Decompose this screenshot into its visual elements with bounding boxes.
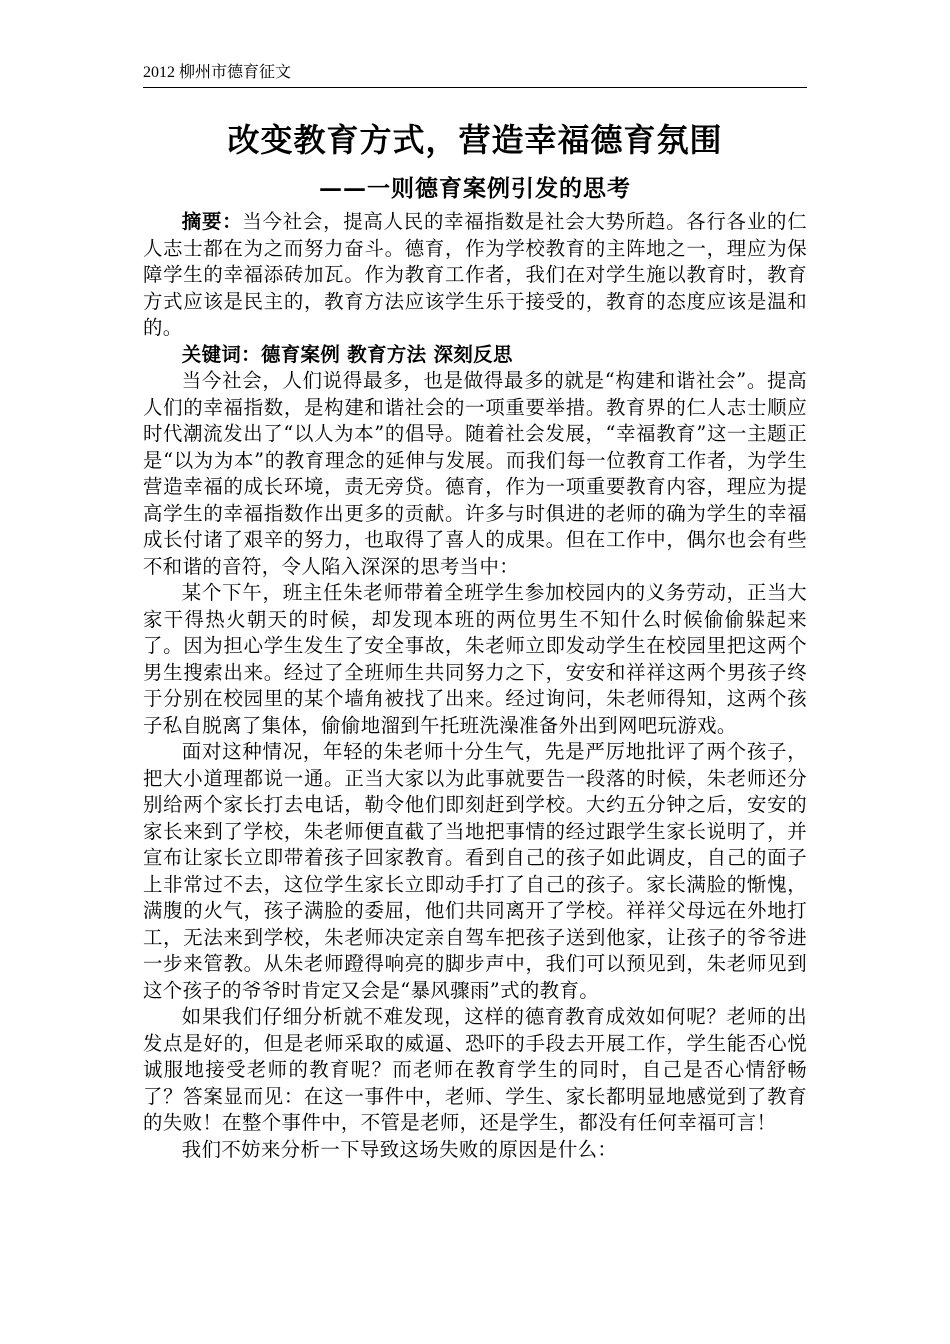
article-title: 改变教育方式，营造幸福德育氛围 bbox=[227, 121, 723, 159]
body-paragraph-5: 我们不妨来分析一下导致这场失败的原因是什么： bbox=[181, 1137, 618, 1161]
keywords-text: 德育案例 教育方法 深刻反思 bbox=[260, 342, 513, 366]
abstract-text: 当今社会，提高人民的幸福指数是社会大势所趋。各行各业的仁人志士都在为之而努力奋斗。德育，作为学校教育的主阵地之一，理应为保障学生的幸福添砖加瓦。作为教育工作者，我们在对学生施以教育时，教育方式应该是民主的，教育方法应该学生乐于接受的，教育的态度应该是温和的。 bbox=[143, 210, 807, 339]
abstract-label: 摘要： bbox=[181, 210, 243, 233]
body-paragraph-3: 面对这种情况，年轻的朱老师十分生气，先是严厉地批评了两个孩子，把大小道理都说一通。正当大家以为此事就要告一段落的时候，朱老师还分别给两个家长打去电话，勒令他们即刻赶到学校。大约五分钟之后，安安的家长来到了学校，朱老师便直截了当地把事情的经过跟学生家长说明了，并宣布让家长立即带着孩子回家教育。看到自己的孩子如此调皮，自己的面子上非常过不去，这位学生家长立即动手打了自己的孩子。家长满脸的惭愧，满腹的火气，孩子满脸的委屈，他们共同离开了学校。祥祥父母远在外地打工，无法来到学校，朱老师决定亲自驾车把孩子送到他家，让孩子的爷爷进一步来管教。从朱老师蹬得响亮的脚步声中，我们可以预见到，朱老师见到这个孩子的爷爷时肯定又会是“暴风骤雨”式的教育。 bbox=[143, 740, 807, 1002]
article-body bbox=[143, 209, 807, 1163]
body-paragraph-2: 某个下午，班主任朱老师带着全班学生参加校园内的义务劳动，正当大家干得热火朝天的时候，却发现本班的两位男生不知什么时候偷偷躲起来了。因为担心学生发生了安全事故，朱老师立即发动学生在校园里把这两个男生搜索出来。经过了全班师生共同努力之下，安安和祥祥这两个男孩子终于分别在校园里的某个墙角被找了出来。经过询问，朱老师得知，这两个孩子私自脱离了集体，偷偷地溜到午托班洗澡准备外出到网吧玩游戏。 bbox=[143, 581, 807, 737]
body-paragraph-1: 当今社会，人们说得最多，也是做得最多的就是“构建和谐社会”。提高人们的幸福指数，是构建和谐社会的一项重要举措。教育界的仁人志士顺应时代潮流发出了“以人为本”的倡导。随着社会发展，“幸福教育”这一主题正是“以为为本”的教育理念的延伸与发展。而我们每一位教育工作者，为学生营造幸福的成长环境，责无旁贷。德育，作为一项重要教育内容，理应为提高学生的幸福指数作出更多的贡献。许多与时俱进的老师的确为学生的幸福成长付诸了艰辛的努力，也取得了喜人的成果。但在工作中，偶尔也会有些不和谐的音符，令人陷入深深的思考当中： bbox=[143, 369, 807, 578]
page-header: 2012 柳州市德育征文 bbox=[143, 62, 807, 88]
article-subtitle: ——一则德育案例引发的思考 bbox=[319, 175, 631, 202]
keywords-paragraph bbox=[143, 342, 807, 369]
keywords-label: 关键词： bbox=[181, 342, 261, 366]
abstract-paragraph bbox=[143, 209, 807, 342]
body-paragraph-4: 如果我们仔细分析就不难发现，这样的德育教育成效如何呢？老师的出发点是好的，但是老师采取的威逼、恐吓的手段去开展工作，学生能否心悦诚服地接受老师的教育呢？而老师在教育学生的同时，自己是否心情舒畅了？答案显而见：在这一事件中，老师、学生、家长都明显地感觉到了教育的失败！在整个事件中，不管是老师，还是学生，都没有任何幸福可言！ bbox=[143, 1005, 807, 1134]
